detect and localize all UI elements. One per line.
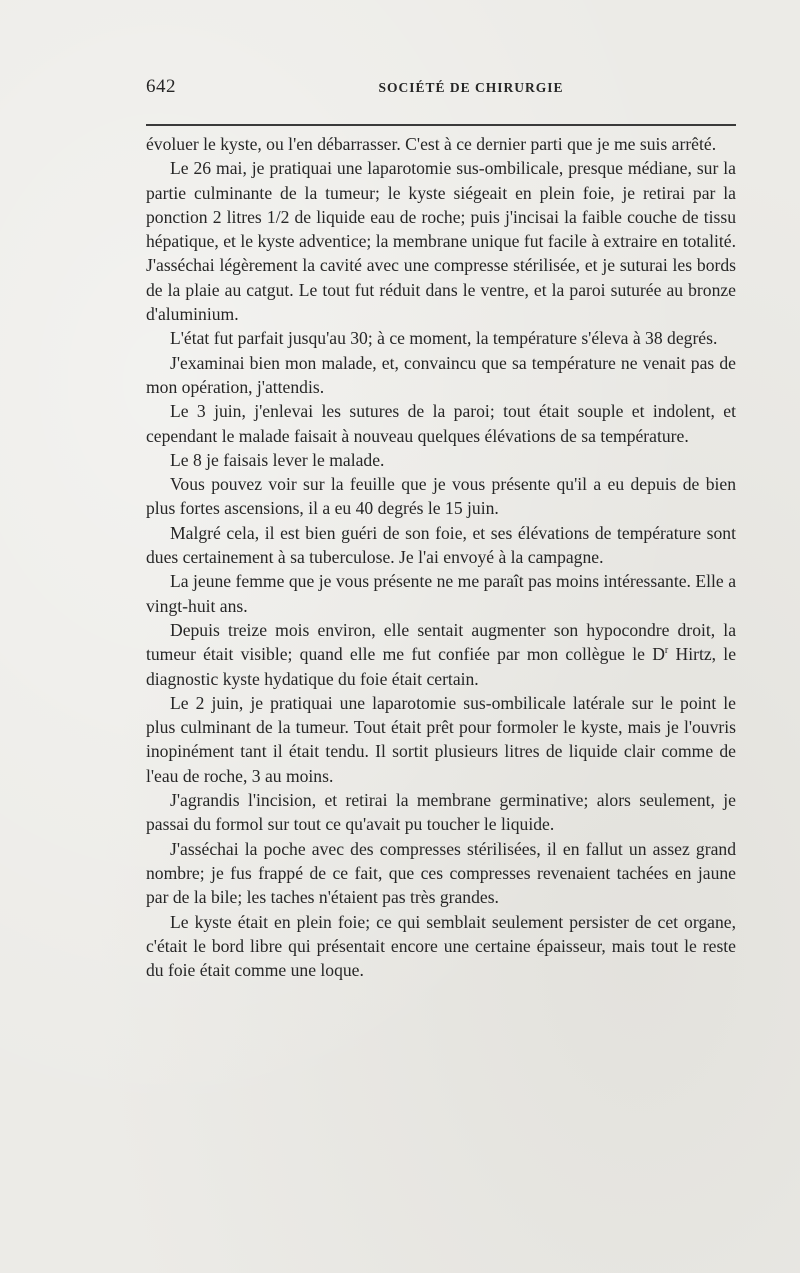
paragraph: Le 3 juin, j'enlevai les sutures de la paroi; tout était souple et indolent, et cependant le malade faisait à nouveau quelques élévations de sa température. [146,401,736,446]
paragraph: J'asséchai la poche avec des compresses stérilisées, il en fallut un assez grand nombre; je fus frappé de ce fait, que ces compresses revenaient tachées en jaune par de la bile; les taches n'étaient pas très grandes. [146,838,736,908]
paragraph-text-after: Hirtz, le diagnostic kyste hydatique du foie était certain. [146,644,737,689]
paragraph: Le 8 je faisais lever le malade. [170,449,385,470]
paragraph: La jeune femme que je vous présente ne me paraît pas moins intéressante. Elle a vingt-huit ans. [146,571,736,616]
body-text [146,132,736,982]
paragraph-text-before: Depuis treize mois environ, elle sentait augmenter son hypocondre droit, la tumeur était visible; quand elle me fut confiée par mon collègue le D [146,619,736,665]
header-rule [146,124,736,126]
paragraph: J'examinai bien mon malade, et, convaincu que sa température ne venait pas de mon opération, j'attendis. [146,352,736,397]
page-number: 642 [146,76,176,97]
paragraph [146,618,736,691]
paragraph: Le 2 juin, je pratiquai une laparotomie sus-ombilicale latérale sur le point le plus culminant de la tumeur. Tout était prêt pour formoler le kyste, mais je l'ouvris inopinément tant il était tendu. Il sortit plusieurs litres de liquide clair comme de l'eau de roche, 3 au moins. [146,692,736,786]
superscript: r [664,645,669,657]
paragraph: L'état fut parfait jusqu'au 30; à ce moment, la température s'éleva à 38 degrés. [170,328,718,349]
paragraph: Malgré cela, il est bien guéri de son foie, et ses élévations de température sont dues certainement à sa tuberculose. Je l'ai envoyé à la campagne. [146,522,736,568]
paragraph: Le 26 mai, je pratiquai une laparotomie sus-ombilicale, presque médiane, sur la partie culminante de la tumeur; le kyste siégeait en plein foie, je retirai par la ponction 2 litres 1/2 de liquide eau de roche; puis j'incisai la faible couche de tissu hépatique, et le kyste adventice; la membrane unique fut facile à extraire en totalité. J'asséchai légèrement la cavité avec une compresse stérilisée, et je suturai les bords de la plaie au catgut. Le tout fut réduit dans le ventre, et la paroi suturée au bronze d'aluminium. [146,158,736,325]
paragraph: Le kyste était en plein foie; ce qui semblait seulement persister de cet organe, c'était le bord libre qui présentait encore une certaine épaisseur, mais tout le reste du foie était comme une loque. [146,911,736,981]
running-title: SOCIÉTÉ DE CHIRURGIE [378,80,564,95]
paragraph: Vous pouvez voir sur la feuille que je vous présente qu'il a eu depuis de bien plus fortes ascensions, il a eu 40 degrés le 15 juin. [146,474,736,519]
paragraph: J'agrandis l'incision, et retirai la membrane germinative; alors seulement, je passai du formol sur tout ce qu'avait pu toucher le liquide. [146,790,736,835]
paragraph: évoluer le kyste, ou l'en débarrasser. C'est à ce dernier parti que je me suis arrêté. [146,134,717,154]
page-header [146,76,736,106]
